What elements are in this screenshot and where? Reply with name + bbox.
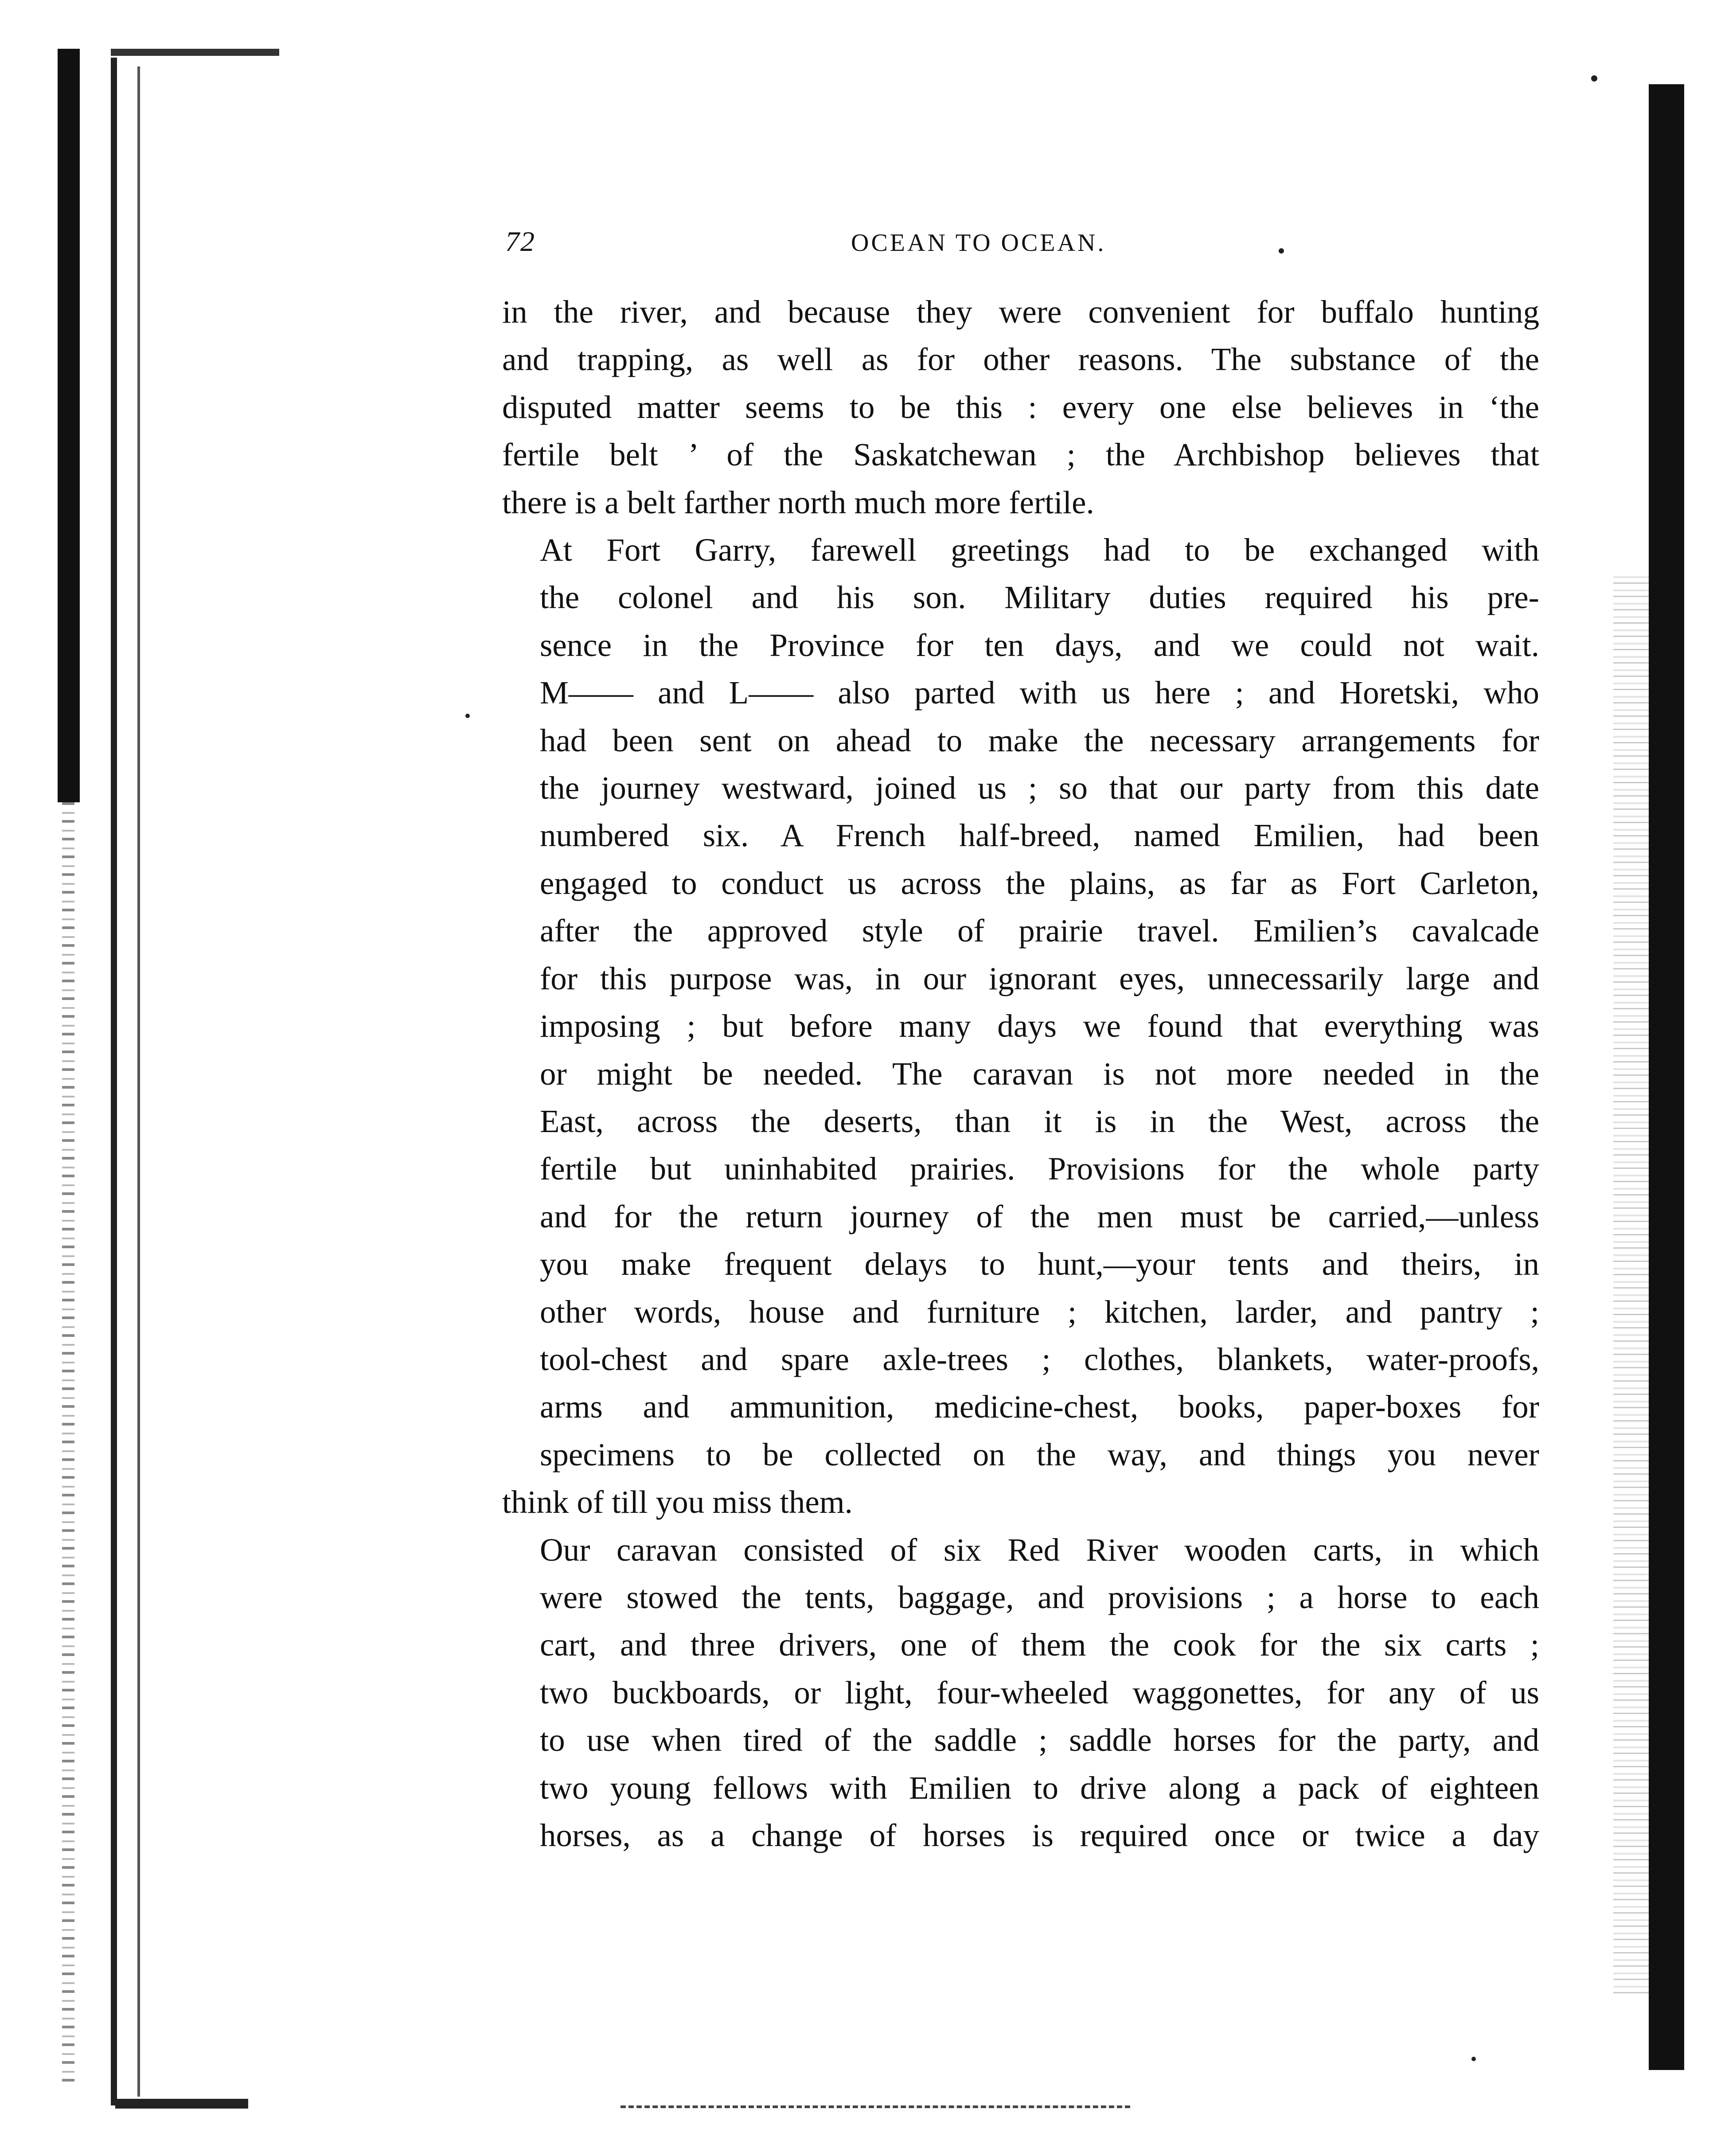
text-line: disputed matter seems to be this : every one else believes in ‘the [502, 389, 1539, 425]
paragraph-3 [502, 1526, 1539, 1859]
text-line: At Fort Garry, farewell greetings had to be exchanged with [540, 532, 1539, 568]
paragraph-2-end [502, 1478, 1539, 1526]
text-line: two young fellows with Emilien to drive along a pack of eighteen [540, 1769, 1539, 1806]
text-line: and trapping, as well as for other reasons. The substance of the [502, 341, 1539, 378]
text-line: two buckboards, or light, four-wheeled waggonettes, for any of us [540, 1674, 1539, 1711]
text-line: there is a belt farther north much more fertile. [502, 484, 1094, 520]
text-line: Our caravan consisted of six Red River wooden carts, in which [540, 1531, 1539, 1568]
text-line: or might be needed. The caravan is not more needed in the [540, 1055, 1539, 1092]
scan-edge-bottom [115, 2099, 248, 2109]
text-line: specimens to be collected on the way, and things you never [540, 1436, 1539, 1472]
text-line: M—— and L—— also parted with us here ; and Horetski, who [540, 675, 1539, 711]
paragraph-1-end [502, 479, 1539, 526]
text-line: tool-chest and spare axle-trees ; clothes, blankets, water-proofs, [540, 1341, 1539, 1377]
text-line: the colonel and his son. Military duties required his pre- [540, 579, 1539, 616]
scan-edge-left [58, 49, 80, 802]
scan-edge-right-fringe [1613, 576, 1649, 1995]
running-head [505, 225, 1538, 265]
text-line: were stowed the tents, baggage, and provisions ; a horse to each [540, 1579, 1539, 1615]
scan-edge-left-lower [62, 802, 74, 2088]
scan-speck [1591, 75, 1597, 82]
text-line: imposing ; but before many days we found that everything was [540, 1008, 1539, 1044]
paragraph-2 [502, 526, 1539, 1478]
scan-edge-right [1649, 84, 1684, 2070]
text-line: had been sent on ahead to make the necessary arrangements for [540, 722, 1539, 758]
text-line: East, across the deserts, than it is in the West, across the [540, 1103, 1539, 1139]
text-line: the journey westward, joined us ; so that our party from this date [540, 770, 1539, 806]
text-line: after the approved style of prairie travel. Emilien’s cavalcade [540, 913, 1539, 949]
scan-edge-left-rule-inner [137, 66, 140, 2097]
text-line: and for the return journey of the men must be carried,—unless [540, 1198, 1539, 1234]
text-line: to use when tired of the saddle ; saddle horses for the party, and [540, 1722, 1539, 1758]
text-line: other words, house and furniture ; kitchen, larder, and pantry ; [540, 1293, 1539, 1330]
text-line: you make frequent delays to hunt,—your tents and theirs, in [540, 1246, 1539, 1282]
text-line: sence in the Province for ten days, and we could not wait. [540, 627, 1539, 663]
scan-edge-left-rule [111, 58, 117, 2105]
text-line: horses, as a change of horses is required once or twice a day [540, 1817, 1539, 1853]
scan-speck [1471, 2057, 1476, 2061]
text-line: numbered six. A French half-breed, named Emilien, had been [540, 817, 1539, 854]
text-line: in the river, and because they were convenient for buffalo hunting [502, 294, 1539, 330]
scan-speck [465, 714, 470, 718]
text-line: think of till you miss them. [502, 1484, 853, 1520]
text-line: fertile belt ’ of the Saskatchewan ; the Archbishop believes that [502, 437, 1539, 473]
text-line: for this purpose was, in our ignorant eyes, unnecessarily large and [540, 960, 1539, 996]
text-line: fertile but uninhabited prairies. Provisions for the whole party [540, 1151, 1539, 1187]
body-text [502, 288, 1539, 1859]
text-line: cart, and three drivers, one of them the cook for the six carts ; [540, 1627, 1539, 1663]
text-line: engaged to conduct us across the plains, as far as Fort Carleton, [540, 865, 1539, 901]
page-number: 72 [505, 226, 535, 257]
scan-edge-top [111, 49, 279, 56]
paragraph-1 [502, 288, 1539, 479]
running-title: OCEAN TO OCEAN. [851, 229, 1106, 257]
scan-edge-bottom-dash [620, 2105, 1130, 2108]
text-line: arms and ammunition, medicine-chest, books, paper-boxes for [540, 1389, 1539, 1425]
